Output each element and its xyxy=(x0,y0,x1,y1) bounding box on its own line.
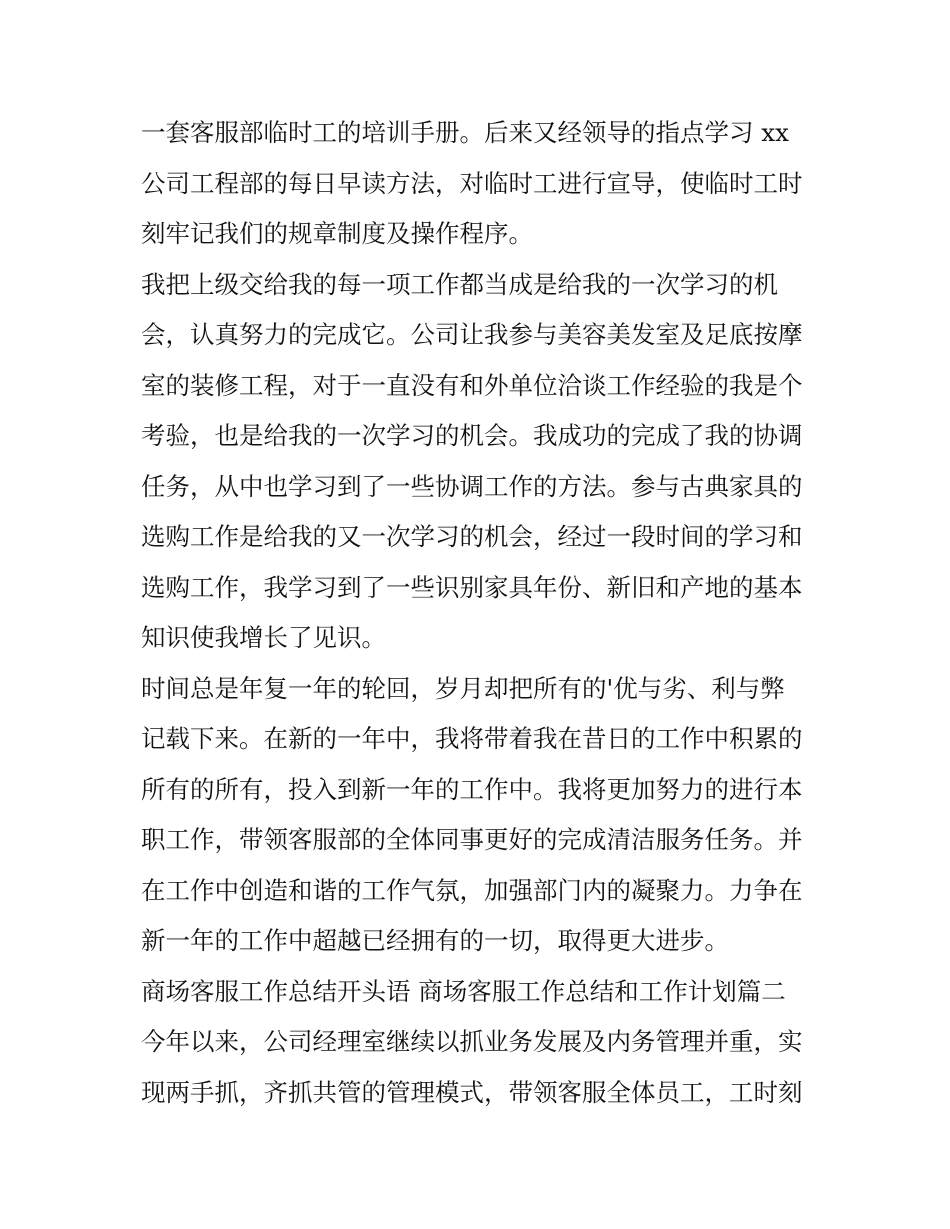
text-line: 会，认真努力的完成它。公司让我参与美容美发室及足底按摩 xyxy=(141,320,803,349)
text-line: 刻牢记我们的规章制度及操作程序。 xyxy=(141,219,533,248)
text-line: 选购工作，我学习到了一些识别家具年份、新旧和产地的基本 xyxy=(141,572,803,602)
text-line: 一套客服部临时工的培训手册。后来又经领导的指点学习 xx xyxy=(141,118,789,147)
text-line: 公司工程部的每日早读方法，对临时工进行宣导，使临时工时 xyxy=(141,168,803,198)
text-line: 我把上级交给我的每一项工作都当成是给我的一次学习的机 xyxy=(141,269,778,299)
text-line: 今年以来，公司经理室继续以抓业务发展及内务管理并重，实 xyxy=(141,1027,803,1056)
text-line: 选购工作是给我的又一次学习的机会，经过一段时间的学习和 xyxy=(141,522,803,551)
text-line: 所有的所有，投入到新一年的工作中。我将更加努力的进行本 xyxy=(141,774,803,804)
text-line: 时间总是年复一年的轮回，岁月却把所有的'优与劣、利与弊 xyxy=(141,673,785,703)
text-line: 任务，从中也学习到了一些协调工作的方法。参与古典家具的 xyxy=(141,471,803,501)
text-line: 职工作，带领客服部的全体同事更好的完成清洁服务任务。并 xyxy=(141,825,803,854)
body-text xyxy=(141,108,821,1118)
text-line: 知识使我增长了见识。 xyxy=(141,623,386,652)
text-line: 记载下来。在新的一年中，我将带着我在昔日的工作中积累的 xyxy=(141,724,803,753)
text-line: 现两手抓，齐抓共管的管理模式，带领客服全体员工，工时刻 xyxy=(141,1077,803,1107)
section-heading: 商场客服工作总结开头语 商场客服工作总结和工作计划篇二 xyxy=(141,976,786,1006)
text-line: 室的装修工程，对于一直没有和外单位洽谈工作经验的我是个 xyxy=(141,370,803,400)
text-line: 考验，也是给我的一次学习的机会。我成功的完成了我的协调 xyxy=(141,421,803,450)
text-line: 新一年的工作中超越已经拥有的一切，取得更大进步。 xyxy=(141,926,729,955)
text-line: 在工作中创造和谐的工作气氛，加强部门内的凝聚力。力争在 xyxy=(141,875,803,905)
